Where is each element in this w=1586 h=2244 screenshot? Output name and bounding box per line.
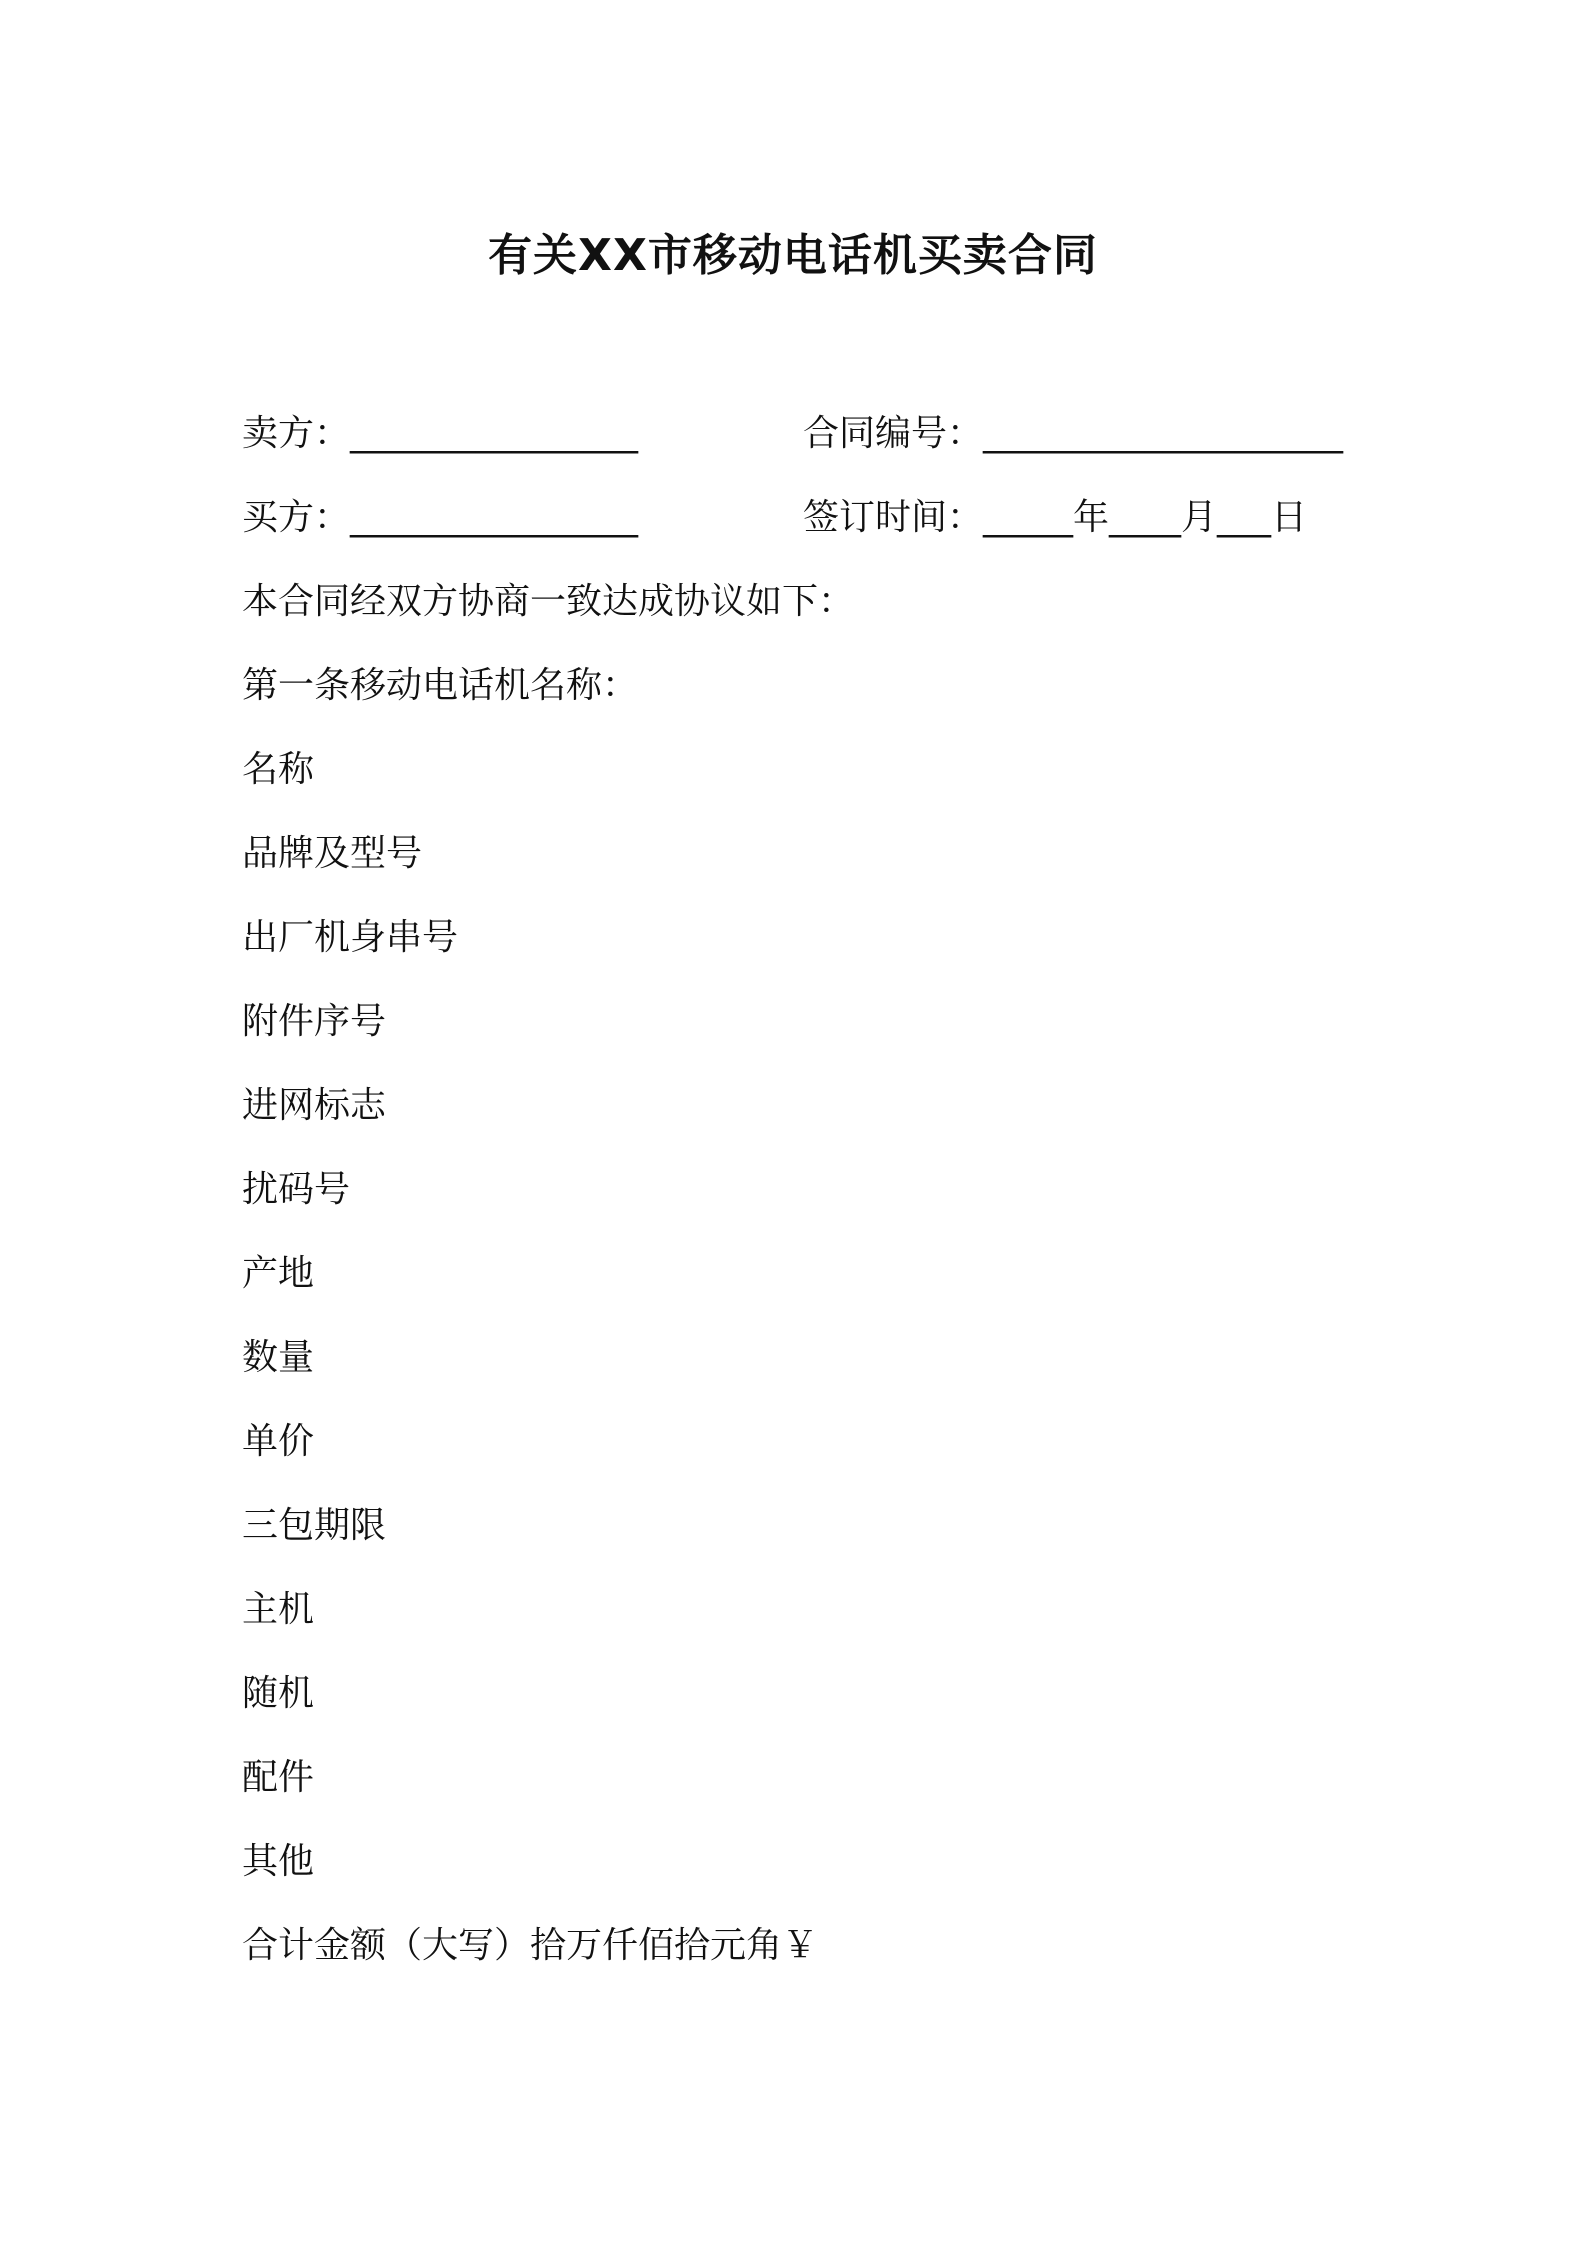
scramble-code-label: 扰码号	[242, 1169, 351, 1210]
accessories-label: 配件	[242, 1757, 315, 1798]
signing-date-field: 签订时间：_____年____月___日	[803, 497, 1308, 538]
brand-model-label: 品牌及型号	[242, 833, 423, 874]
article-one-heading: 第一条移动电话机名称：	[242, 665, 639, 706]
main-unit-label: 主机	[242, 1589, 315, 1630]
item-name-label: 名称	[242, 749, 315, 790]
total-amount-label: 合计金额（大写）拾万仟佰拾元角￥	[242, 1925, 819, 1966]
quantity-label: 数量	[242, 1337, 315, 1378]
other-label: 其他	[242, 1841, 315, 1882]
included-items-label: 随机	[242, 1673, 315, 1714]
document-title: 有关XX市移动电话机买卖合同	[488, 230, 1098, 281]
contract-number-field: 合同编号：____________________	[803, 413, 1344, 454]
network-access-label: 进网标志	[242, 1085, 387, 1126]
warranty-period-label: 三包期限	[242, 1505, 387, 1546]
serial-number-label: 出厂机身串号	[242, 917, 459, 958]
agreement-intro: 本合同经双方协商一致达成协议如下：	[242, 581, 855, 622]
origin-label: 产地	[242, 1253, 315, 1294]
unit-price-label: 单价	[242, 1421, 315, 1462]
accessory-number-label: 附件序号	[242, 1001, 387, 1042]
seller-field: 卖方：________________	[242, 413, 639, 454]
buyer-field: 买方：________________	[242, 497, 639, 538]
